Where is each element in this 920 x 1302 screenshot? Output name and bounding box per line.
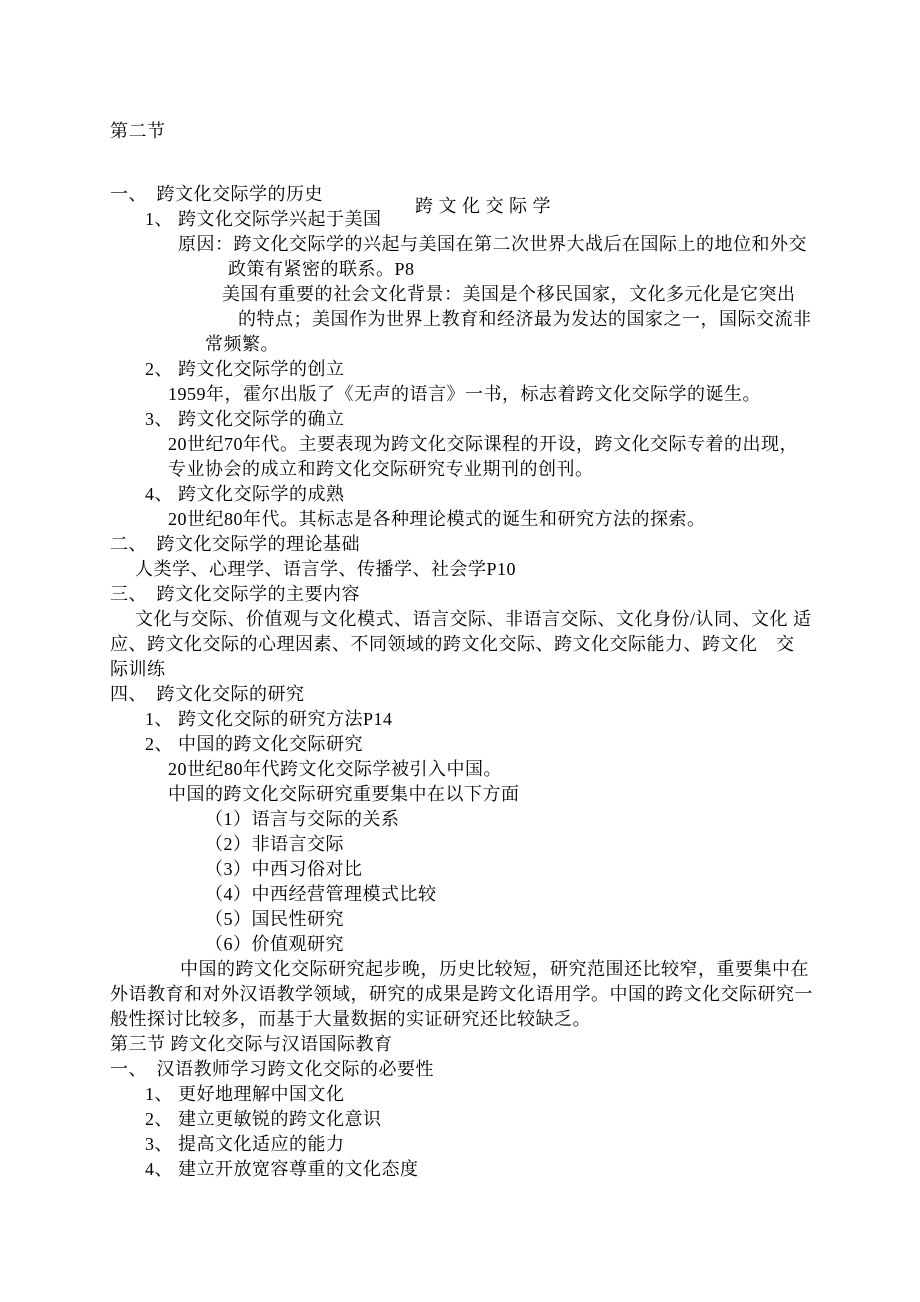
text-line: （6）价值观研究 bbox=[205, 934, 344, 954]
text-line: 4、 跨文化交际学的成熟 bbox=[145, 484, 345, 504]
text-line: 2、 跨文化交际学的创立 bbox=[145, 359, 345, 379]
text-line: 1、 更好地理解中国文化 bbox=[145, 1084, 345, 1104]
text-line: 3、 提高文化适应的能力 bbox=[145, 1134, 345, 1154]
text-line: 常频繁。 bbox=[205, 334, 279, 354]
text-line: 1、 跨文化交际学兴起于美国 bbox=[145, 209, 382, 229]
text-line: 3、 跨文化交际学的确立 bbox=[145, 409, 345, 429]
text-line: （5）国民性研究 bbox=[205, 909, 344, 929]
text-line: （1）语言与交际的关系 bbox=[205, 809, 400, 829]
text-line: 外语教育和对外汉语教学领域，研究的成果是跨文化语用学。中国的跨文化交际研究一 bbox=[110, 984, 813, 1004]
text-line: 1、 跨文化交际的研究方法P14 bbox=[145, 709, 393, 729]
text-line: 般性探讨比较多，而基于大量数据的实证研究还比较缺乏。 bbox=[110, 1009, 591, 1029]
text-line: 三、 跨文化交际学的主要内容 bbox=[110, 584, 360, 604]
text-line: 20世纪80年代。其标志是各种理论模式的诞生和研究方法的探索。 bbox=[168, 509, 706, 529]
text-line: 一、 汉语教师学习跨文化交际的必要性 bbox=[110, 1059, 434, 1079]
text-line: 四、 跨文化交际的研究 bbox=[110, 684, 305, 704]
text-line: 2、 中国的跨文化交际研究 bbox=[145, 734, 363, 754]
text-line: （2）非语言交际 bbox=[205, 834, 344, 854]
text-line: 中国的跨文化交际研究重要集中在以下方面 bbox=[168, 784, 520, 804]
text-line: 的特点；美国作为世界上教育和经济最为发达的国家之一，国际交流非 bbox=[238, 309, 812, 329]
text-line: 二、 跨文化交际学的理论基础 bbox=[110, 534, 360, 554]
text-line: 专业协会的成立和跨文化交际研究专业期刊的创刊。 bbox=[168, 459, 594, 479]
document-body bbox=[110, 182, 820, 1182]
text-line: 4、 建立开放宽容尊重的文化态度 bbox=[145, 1159, 419, 1179]
text-line: （4）中西经营管理模式比较 bbox=[205, 884, 437, 904]
text-line: 美国有重要的社会文化背景：美国是个移民国家，文化多元化是它突出 bbox=[222, 284, 796, 304]
text-line: 原因：跨文化交际学的兴起与美国在第二次世界大战后在国际上的地位和外交 bbox=[178, 234, 807, 254]
text-line: 1959年，霍尔出版了《无声的语言》一书，标志着跨文化交际学的诞生。 bbox=[168, 384, 761, 404]
text-line: 中国的跨文化交际研究起步晚，历史比较短，研究范围还比较窄，重要集中在 bbox=[180, 959, 809, 979]
text-line: 20世纪80年代跨文化交际学被引入中国。 bbox=[168, 759, 502, 779]
text-line: 一、 跨文化交际学的历史 bbox=[110, 184, 323, 204]
text-line: 际训练 bbox=[110, 659, 166, 679]
text-line: （3）中西习俗对比 bbox=[205, 859, 363, 879]
text-line: 2、 建立更敏锐的跨文化意识 bbox=[145, 1109, 382, 1129]
text-line: 政策有紧密的联系。P8 bbox=[228, 259, 415, 279]
text-line: 应、跨文化交际的心理因素、不同领域的跨文化交际、跨文化交际能力、跨文化 交 bbox=[110, 634, 795, 654]
text-line: 文化与交际、价值观与文化模式、语言交际、非语言交际、文化身份/认同、文化 适 bbox=[135, 609, 812, 629]
text-line: 第三节 跨文化交际与汉语国际教育 bbox=[110, 1034, 393, 1054]
section-label: 第二节 bbox=[110, 121, 166, 141]
document-title: 跨 文 化 交 际 学 bbox=[415, 196, 551, 216]
text-line: 人类学、心理学、语言学、传播学、社会学P10 bbox=[135, 559, 517, 579]
text-line: 20世纪70年代。主要表现为跨文化交际课程的开设，跨文化交际专着的出现， bbox=[168, 434, 798, 454]
